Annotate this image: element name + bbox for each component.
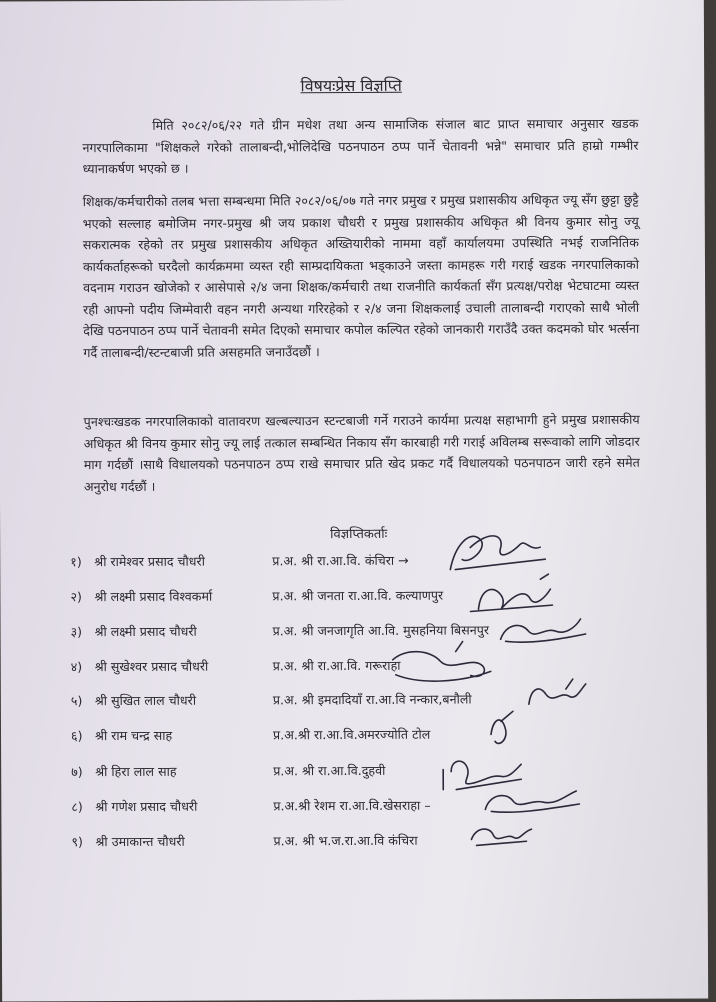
signatory-name: श्री राम चन्द्र साह xyxy=(94,727,173,744)
signatory-number: ९) xyxy=(71,834,83,850)
signatory-number: ४) xyxy=(70,659,83,675)
signatory-school: प्र.अ. श्री रा.आ.वि. कंचिरा → xyxy=(272,552,409,569)
signatory-school: प्र.अ. श्री रा.आ.वि. गरूराहा xyxy=(272,657,401,674)
signatory-number: ६) xyxy=(70,728,83,744)
signatory-school: प्र.अ. श्री रा.आ.वि.दुहवी xyxy=(273,762,386,779)
signatory-school: प्र.अ.श्री रेशम रा.आ.वि.खेसराहा – xyxy=(273,797,431,814)
paragraph-main: शिक्षक/कर्मचारीको तलब भत्ता सम्बन्धमा मिति २०८२/०६/०७ गते नगर प्रमुख र प्रमुख प्रशासकीय अधिकृत ज्यू सँग छुट्टा छुट्टै भएको सल्लाह बमोजिम नगर-प्रमुख श्री जय प्रकाश चौधरी र प्रमुख प्रशासकीय अधिकृत श्री विनय कुमार सोनु ज्यू सकरात्मक रहेको तर प्रमुख प्रशासकीय अधिकृत अख्तियारीको नाममा वहाँ कार्यालयमा उपस्थिति नभई राजनितिक कार्यकर्ताहरूको घरदैलो कार्यक्रममा व्यस्त रही साम्प्रदायिकता भड्काउने जस्ता कामहरू गरी गराई खडक नगरपालिकाको वदनाम गराउन खोजेको र आसेपासे २/४ जना शिक्षक/कर्मचारी तथा राजनीति कार्यकर्ता सँग प्रत्यक्ष/परोक्ष भेटघाटमा व्यस्त रही आफ्नो पदीय जिम्मेवारी वहन नगरी अन्यथा गरिरहेको र २/४ जना शिक्षकलाई उचाली तालाबन्दी गराएको साथै भोली देखि पठनपाठन ठप्प पार्ने चेतावनी समेत दिएको समाचार कपोल कल्पित रहेको जानकारी गराउँदै उक्त कदमको घोर भर्त्सना गर्दै तालाबन्दी/स्टन्टबाजी प्रति असहमति जनाउँदछौं । xyxy=(82,191,640,360)
signatory-row xyxy=(71,621,681,654)
signatory-row xyxy=(71,725,681,758)
signatories-heading: विज्ञप्तिकर्ताः xyxy=(330,526,388,543)
signatory-name: श्री उमाकान्त चौधरी xyxy=(95,833,185,850)
signatory-school: प्र.अ. श्री जनता रा.आ.वि. कल्याणपुर xyxy=(272,587,444,604)
signatory-name: श्री सुखित लाल चौधरी xyxy=(94,692,197,709)
signatory-name: श्री लक्ष्मी प्रसाद चौधरी xyxy=(94,623,197,640)
signatory-row xyxy=(71,796,681,829)
signatory-name: श्री हिरा लाल साह xyxy=(95,763,177,780)
signatory-row xyxy=(71,690,681,723)
paragraph-intro-text: मिति २०८२/०६/२२ गते ग्रीन मधेश तथा अन्य सामाजिक संजाल बाट प्राप्त समाचार अनुसार खडक नगरपालिकामा "शिक्षकले गरेको तालाबन्दी,भोलिदेखि पठनपाठन ठप्प पार्ने चेतावनी भन्ने" समाचार प्रति हाम्रो गम्भीर ध्यानाकर्षण भएको छ । xyxy=(82,115,639,177)
signatory-row xyxy=(70,586,680,619)
signatory-number: ५) xyxy=(70,693,83,709)
signatory-name: श्री सुखेश्वर प्रसाद चौधरी xyxy=(94,658,209,675)
signatory-school: प्र.अ. श्री जनजागृति आ.वि. मुसहनिया बिसनपुर xyxy=(272,622,490,639)
signatory-number: १) xyxy=(70,554,82,570)
signatory-school: प्र.अ.श्री रा.आ.वि.अमरज्योति टोल xyxy=(272,726,431,743)
signatory-name: श्री गणेश प्रसाद चौधरी xyxy=(95,798,198,815)
signatory-row xyxy=(71,761,681,794)
signatory-school: प्र.अ. श्री भ.ज.रा.आ.वि कंचिरा xyxy=(273,832,418,849)
signatory-number: ३) xyxy=(70,624,83,640)
signatory-name: श्री लक्ष्मी प्रसाद विश्वकर्मा xyxy=(94,588,213,605)
signatory-row xyxy=(70,551,680,584)
signatory-name: श्री रामेश्वर प्रसाद चौधरी xyxy=(94,553,205,570)
signatory-row xyxy=(71,831,681,864)
signatory-number: ८) xyxy=(71,799,83,815)
signatory-school: प्र.अ. श्री इमदादियाँ रा.आ.वि नन्कार,बनौली xyxy=(272,691,472,708)
subject-heading: विषयःप्रेस विज्ञप्ति xyxy=(300,75,402,96)
paragraph-postscript: पुनश्चःखडक नगरपालिकाको वातावरण खल्बल्याउन स्टन्टबाजी गर्ने गराउने कार्यमा प्रत्यक्ष सहाभागी हुने प्रमुख प्रशासकीय अधिकृत श्री विनय कुमार सोनु ज्यू लाई तत्काल सम्बन्धित निकाय सँग कारबाही गरी गराई अविलम्ब सरूवाको लागि जोडदार माग गर्दछौं ।साथै विधालयको पठनपाठन ठप्प राखे समाचार प्रति खेद प्रकट गर्दै विधालयको पठनपाठन जारी रहने समेत अनुरोध गर्दछौं । xyxy=(83,411,640,494)
paragraph-intro xyxy=(82,113,638,180)
signatory-row xyxy=(71,656,681,689)
signatory-number: ७) xyxy=(71,764,83,780)
signatory-number: २) xyxy=(70,589,82,605)
